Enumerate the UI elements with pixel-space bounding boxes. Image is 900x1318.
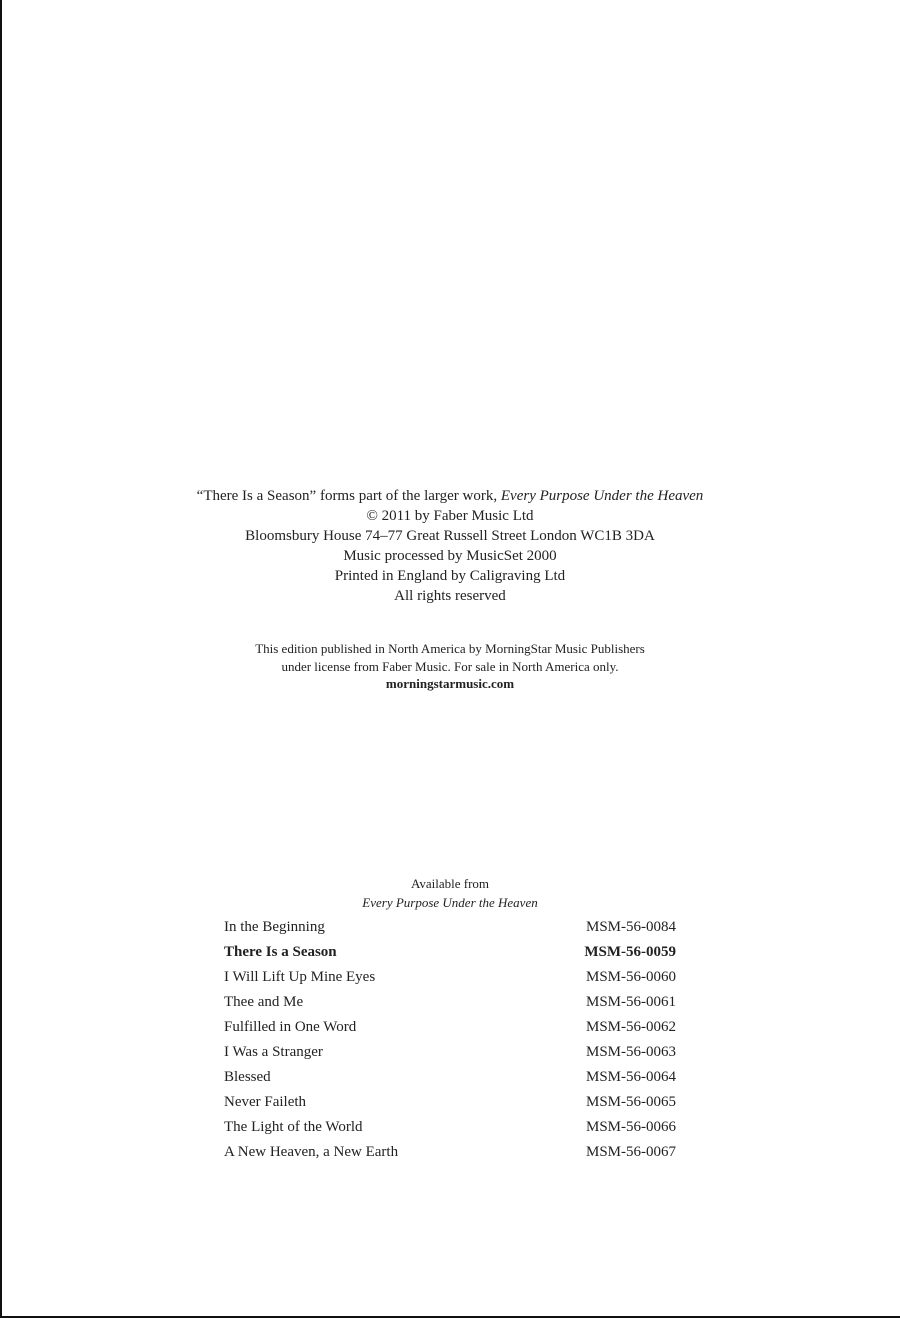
titles-list — [224, 916, 676, 1166]
title-name: A New Heaven, a New Earth — [224, 1144, 399, 1160]
catalog-number: MSM-56-0065 — [585, 1094, 676, 1110]
title-name: Thee and Me — [224, 994, 304, 1010]
license-notice — [0, 640, 900, 693]
copyright-line: © 2011 by Faber Music Ltd — [366, 508, 534, 524]
copyright-notice — [0, 486, 900, 606]
larger-work-title: Every Purpose Under the Heaven — [500, 488, 704, 504]
catalog-number: MSM-56-0084 — [585, 919, 676, 935]
music-processing-credit: Music processed by MusicSet 2000 — [343, 548, 557, 564]
title-row — [224, 1116, 676, 1141]
catalog-number: MSM-56-0063 — [585, 1044, 676, 1060]
title-row — [224, 916, 676, 941]
work-reference-line — [0, 486, 900, 506]
title-row — [224, 1016, 676, 1041]
title-row — [224, 941, 676, 966]
title-row — [224, 1041, 676, 1066]
license-line-2: under license from Faber Music. For sale in North America only. — [281, 658, 619, 674]
license-line-1: This edition published in North America by MorningStar Music Publishers — [255, 641, 645, 656]
title-name: There Is a Season — [224, 944, 337, 960]
title-row — [224, 991, 676, 1016]
title-name: Never Faileth — [224, 1094, 307, 1110]
title-name: Fulfilled in One Word — [224, 1019, 357, 1035]
title-row — [224, 1141, 676, 1166]
title-name: I Will Lift Up Mine Eyes — [224, 969, 376, 985]
title-name: The Light of the World — [224, 1119, 363, 1135]
catalog-number: MSM-56-0061 — [585, 994, 676, 1010]
title-row — [224, 1091, 676, 1116]
catalog-number: MSM-56-0067 — [585, 1144, 676, 1160]
work-reference-text: “There Is a Season” forms part of the larger work, — [196, 488, 501, 504]
title-name: I Was a Stranger — [224, 1044, 323, 1060]
catalog-number: MSM-56-0062 — [585, 1019, 676, 1035]
available-from-heading — [0, 874, 900, 912]
title-row — [224, 966, 676, 991]
title-row — [224, 1066, 676, 1091]
title-name: In the Beginning — [224, 919, 325, 935]
catalog-number: MSM-56-0064 — [585, 1069, 676, 1085]
available-from-label: Available from — [410, 876, 490, 891]
printer-credit: Printed in England by Caligraving Ltd — [334, 568, 566, 584]
catalog-number: MSM-56-0066 — [585, 1119, 676, 1135]
publisher-address: Bloomsbury House 74–77 Great Russell Street London WC1B 3DA — [245, 528, 655, 544]
publisher-website: morningstarmusic.com — [385, 676, 515, 691]
catalog-number: MSM-56-0059 — [584, 944, 676, 960]
title-name: Blessed — [224, 1069, 271, 1085]
rights-reserved: All rights reserved — [394, 588, 506, 604]
available-work-title: Every Purpose Under the Heaven — [362, 895, 538, 910]
catalog-number: MSM-56-0060 — [585, 969, 676, 985]
